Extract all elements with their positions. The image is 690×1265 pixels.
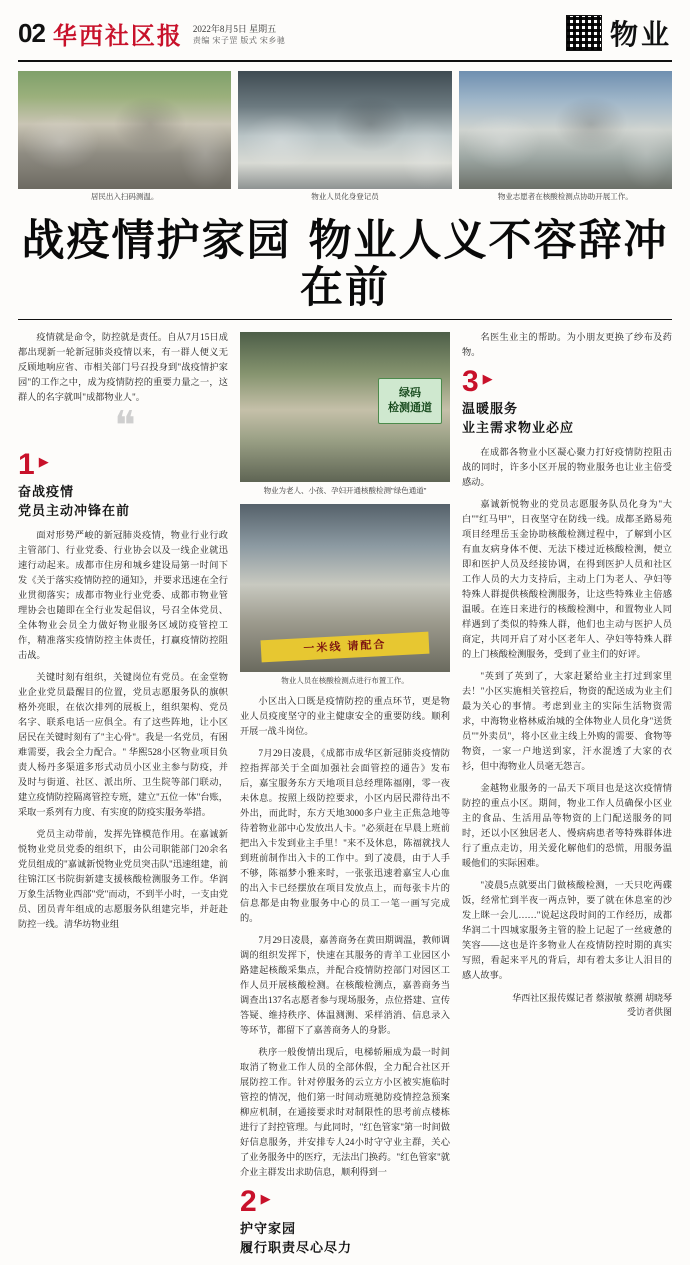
page-title: 战疫情护家园 物业人义不容辞冲在前 <box>21 216 669 314</box>
section-title-line1: 温暖服务 <box>461 400 518 416</box>
photo-staff-register <box>238 71 451 189</box>
paragraph: 7月29日凌晨，嘉善商务在黄田期调温，教师调调的组织发挥下，快速在其服务的青羊工业园区小路建起核酸采集点，并配合疫情防控部门对园区工作人员开展核酸检测。在核酸检测点，嘉善商务当调查出137名志愿者参与现场服务，点位搭建、宣传答疑、维持秩序、体温测测、采样消消、信息录入等环节，都留下了嘉善商务人的身影。 <box>239 934 450 1035</box>
section-number: 1 <box>18 447 35 481</box>
paragraph: "英到了英到了，大家赶紧给业主打过到家里去！"小区实施相关管控后，物资的配送成为业主们最为关心的事情。考虑到业主的实际生活物资需求，中海物业格林威治城的全体物业人员化身"送货员""外卖员"，将小区业主线上外购的需要、食物等物资，一家一户地送到家，汗水混透了大家的衣衫，但中海物业人员毫无怨言。 <box>461 670 672 771</box>
article-columns <box>18 330 672 1265</box>
byline-photo-credit: 受访者供图 <box>626 1006 672 1017</box>
quote-ornament-icon: ❝ <box>114 402 132 448</box>
section-title-line2: 党员主动冲锋在前 <box>18 502 131 518</box>
lead-paragraph: 疫情就是命令，防控就是责任。自从7月15日成都出现新一轮新冠肺炎疫情以来，有一群人便义无反顾地响应省、市相关部门号召投身到"战疫情护家园"的工作之中，成为疫情防控的重要力量之一，这群人的名字就叫"成都物业人"。 <box>18 331 228 402</box>
section-title <box>462 399 672 437</box>
section-3-header <box>461 364 672 437</box>
byline-reporters: 华西社区报传媒记者 蔡淑敏 蔡溯 胡晓琴 <box>512 992 672 1003</box>
section-title <box>18 482 228 520</box>
section-title-line2: 业主需求物业必应 <box>461 419 574 435</box>
page-number: 02 <box>18 17 45 48</box>
paragraph: 嘉诚新悦物业的党员志愿服务队员化身为"大白""红马甲"，日夜坚守在防线一线。成都圣路易苑项目经理岳玉金协助核酸检测过程中，了解到小区有血友病身体不便、无法下楼过近核酸检测，便立即和医护人员及经接协调，在得到医护人员和社区工作人员的大力支持后，主动上门为老人、孕妇等特殊人群提供核酸检测服务，让这些特殊业主倍感温暖。在连日来进行的核酸检测中，和置物业人同样遇到了类似的特殊人群，他们也主动与医护人员商定，共同开启了对小区老年人、孕妇等特殊人群的上门核酸检测服务，受到了业主们的好评。 <box>461 498 672 659</box>
paragraph: 在成都各物业小区凝心聚力打好疫情防控阻击战的同时，许多小区开展的物业服务也让业主倍受感动。 <box>461 446 672 487</box>
issue-credits: 责编 宋子罡 版式 宋乡驰 <box>192 36 286 45</box>
section-2-header <box>239 1184 450 1257</box>
photo-strip <box>18 71 672 202</box>
section-title <box>240 1219 450 1257</box>
paragraph: 小区出入口既是疫情防控的重点环节，更是物业人员疫度坚守的业主健康安全的重要防线。顺利开展一战斗岗位。 <box>239 695 450 736</box>
paragraph: "凌晨5点就要出门做核酸检测，一天只吃两碟饭，经常忙到半夜一两点钟，要了就在休息室的沙发上眯一会儿……"说起这段时间的工作经历，成都华润二十四城家服务主管的脸上记起了一丝疲惫的笑容——这也是许多物业人在疫情防控时期的真实写照，看起来平凡的背后，却有着太多让人泪目的感人故事。 <box>461 879 672 980</box>
photo-caption: 物业为老人、小孩、孕妇开通核酸检测"绿色通道" <box>263 485 427 495</box>
paper-name: 华西社区报 <box>52 20 183 50</box>
badge-line-2: 检测通道 <box>387 401 432 414</box>
qr-code-icon[interactable] <box>566 15 602 51</box>
paragraph: 面对形势严峻的新冠肺炎疫情，物业行业行政主管部门、行业党委、行业协会以及一线企业就迅速行动起来。成都市住房和城乡建设局第一时间下发《关于落实疫情防控的通知》，并要求迅速在全行业贯彻落实；成都市物业行业党委、成都市物业管理协会也随即在全行业发起倡议，号召全体党员、全体物业会员全力做好物业服务区域防疫管控工作，精准落实疫情防控主体责任，打赢疫情防控阻击战。 <box>18 529 228 660</box>
paragraph: 秩序一般俊情出现后，电梯轿厢成为最一时间取消了物业工作人员的全部休假，全力配合社区开展防控工作。针对停服务的云立方小区被实施临时管控的情况，他们第一时间动班驰防疫情控急预案柳应机制，在通接要求时对制限性的思考前点楼栋进行了封控管理。与此同时，"红色管家"第一时间做好信息服务，并安排专人24小时守守业主群，关心了业务服务中的医疗，无法出门换药。"红色管家"就介业主群发出求助信息，顺利得到一 <box>239 1046 450 1177</box>
paragraph: 金越物业服务的一品天下项目也是这次疫情情防控的重点小区。期间，物业工作人员确保小区业主的食品、生活用品等物资的上门配送服务的同时，还以小区独居老人、慢病病患者等特殊群体进行了重点走访，用关爱化解他们的恐慌，用服务温暖他们的实际困难。 <box>461 782 672 868</box>
column-1 <box>18 330 228 1265</box>
section-title-line1: 奋战疫情 <box>18 483 75 499</box>
badge-line-1: 绿码 <box>398 386 421 399</box>
photo-green-code-lane <box>240 332 450 482</box>
section-title-line1: 护守家园 <box>239 1220 296 1236</box>
photo-caption: 物业志愿者在核酸检测点协助开展工作。 <box>497 192 633 201</box>
paragraph: 党员主动带前，发挥先锋模范作用。在嘉诚新悦物业党员党委的组织下，由公司职能部门20余名党员组成的"嘉诚新悦物业党员突击队"迅速组建，前往锦江区书院街新建支援核酸检测服务工作。华润万象生活物业西部"党"而动，不到半小时，一支由党员、团员青年组成的志愿服务队组建完毕，并赶赴防控一线。清华坊物业组 <box>18 828 228 929</box>
photo-caption: 物业人员在核酸检测点进行布置工作。 <box>281 675 409 685</box>
column-2 <box>240 330 450 1265</box>
photo-temp-check <box>18 71 231 189</box>
green-code-badge <box>378 378 442 424</box>
divider <box>18 319 672 320</box>
masthead <box>18 0 672 62</box>
paragraph: 关键时刻有组织，关键岗位有党员。在金堂物业企业党员最醒目的位置，党员志愿服务队的旗帜格外亮眼，在依次排列的展板上，组织架构、党员名字、联系电话一应俱全。有了这些阵地，让小区居民在关键时刻有了"主心骨"。我是一名党员，有困难需要，我会全力配合。" 华熙528小区物业项目负责人杨丹多渠道多形式动员小区业主参与防疫，并及时与街道、社区、派出所、卫生院等部门联动，建立疫情防控隔离管控专班，建立"五位一体"台账，采取一系列有力度、有实度的防疫实服务举措。 <box>18 671 228 817</box>
arrow-icon: ▶ <box>482 370 493 386</box>
masthead-right <box>566 13 672 53</box>
issue-info <box>193 19 286 47</box>
byline <box>462 991 672 1019</box>
section-number: 2 <box>239 1184 257 1218</box>
arrow-icon: ▶ <box>260 1190 271 1206</box>
photo-caption: 物业人员化身登记员 <box>311 192 379 201</box>
arrow-icon: ▶ <box>38 453 49 469</box>
paragraph: 7月29日凌晨，《成都市成华区新冠肺炎疫情防控指挥部关于全面加强社会面管控的通告》发布后，嘉宝服务东方天地项目总经理陈福刚，零一夜未休息。按照上级防控要求，小区内居民滞待出不外出，而此时，东方天地3000多户业主正焦急地等待着物业部中心发放出人卡。"必须赶在早晨上班前把出入卡发到业主手里！"来不及休息，陈福就找人到班前制作出入卡的工作中。到了凌晨，由于人手不够，陈福梦小雅来时，一张张迅速着嘉宝人心血的出入卡已经摆放在项目发放点上，而每张卡片的信息都是由物业服务中心的员工一笔一画写完成的。 <box>239 747 450 923</box>
distance-banner: 一米线 请配合 <box>261 631 430 662</box>
photo-volunteers <box>459 71 672 189</box>
column-3 <box>462 330 672 1265</box>
section-1-header <box>18 447 228 520</box>
photo-caption: 居民出入扫码测温。 <box>90 192 159 201</box>
paragraph: 名医生业主的帮助。为小朋友更换了纱布及药物。 <box>461 331 672 357</box>
photo-marking-distance <box>240 504 450 672</box>
issue-date: 2022年8月5日 星期五 <box>192 24 277 34</box>
section-title-line2: 履行职责尽心尽力 <box>239 1239 352 1255</box>
section-number: 3 <box>461 364 479 398</box>
section-label: 物业 <box>609 20 672 51</box>
